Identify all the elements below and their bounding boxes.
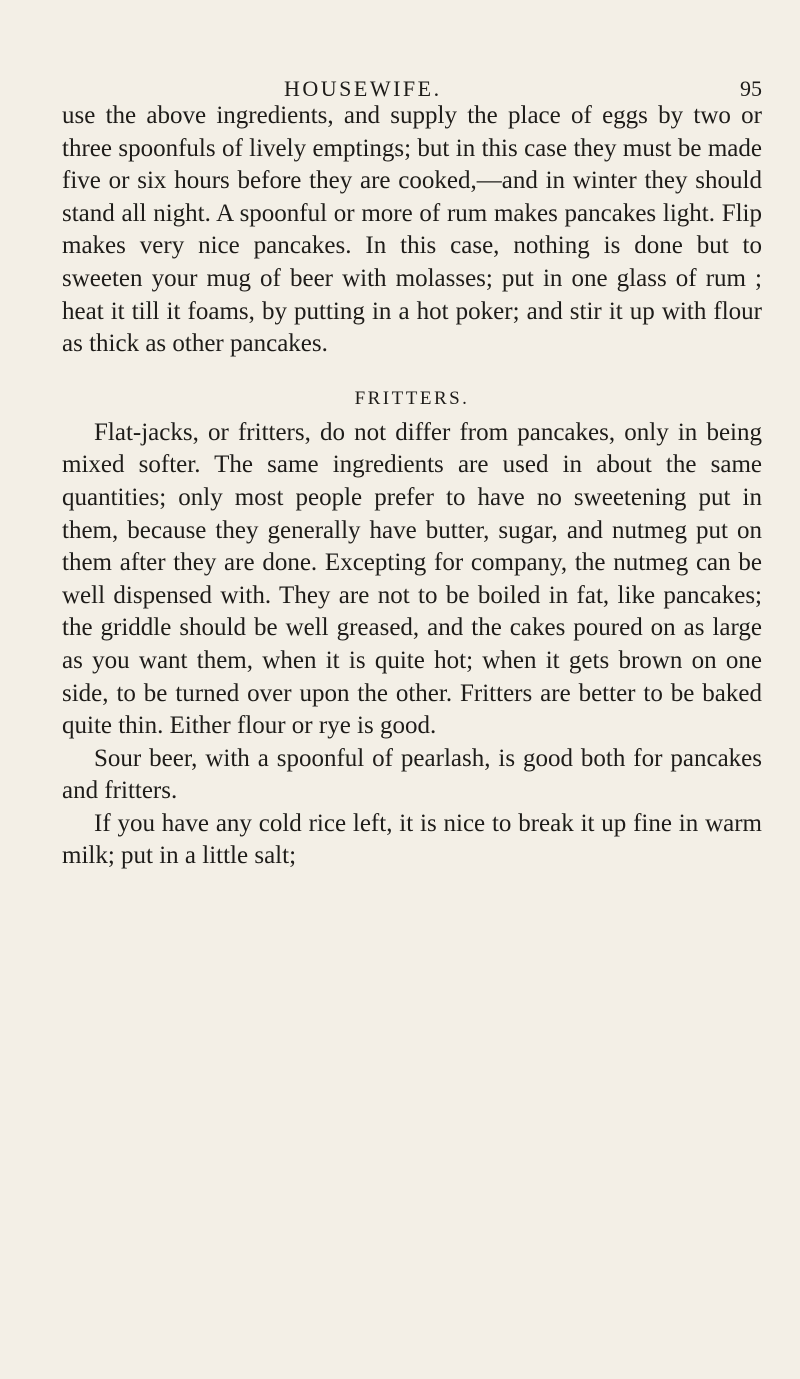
sour-beer-paragraph: Sour beer, with a spoonful of pearlash, is good both for pancakes and fritters. [62, 744, 762, 805]
running-title: HOUSEWIFE. [284, 76, 442, 101]
continued-paragraph: use the above ingredients, and supply the place of eggs by two or three spoonfuls of lively emptings; but in this case they must be made five or six hours before they are cooked,—and in winter they should stand all night. A spoonful or more of rum makes pancakes light. Flip makes very nice pancakes. In this case, nothing is done but to sweeten your mug of beer with molasses; put in one glass of rum ; heat it till it foams, by putting in a hot poker; and stir it up with flour as thick as other pancakes. [62, 102, 762, 358]
section-heading-fritters: FRITTERS. [354, 387, 470, 409]
page-number: 95 [740, 76, 762, 101]
body-text [62, 100, 762, 873]
cold-rice-paragraph: If you have any cold rice left, it is nice to break it up fine in warm milk; put in a little salt; [62, 809, 762, 870]
fritters-paragraph: Flat-jacks, or fritters, do not differ from pancakes, only in being mixed softer. The same ingredients are used in about the same quantities; only most people prefer to have no sweetening put in them, because they generally have butter, sugar, and nutmeg put on them after they are done. Excepting for company, the nutmeg can be well dispensed with. They are not to be boiled in fat, like pancakes; the griddle should be well greased, and the cakes poured on as large as you want them, when it is quite hot; when it gets brown on one side, to be turned over upon the other. Fritters are better to be baked quite thin. Either flour or rye is good. [62, 418, 762, 740]
